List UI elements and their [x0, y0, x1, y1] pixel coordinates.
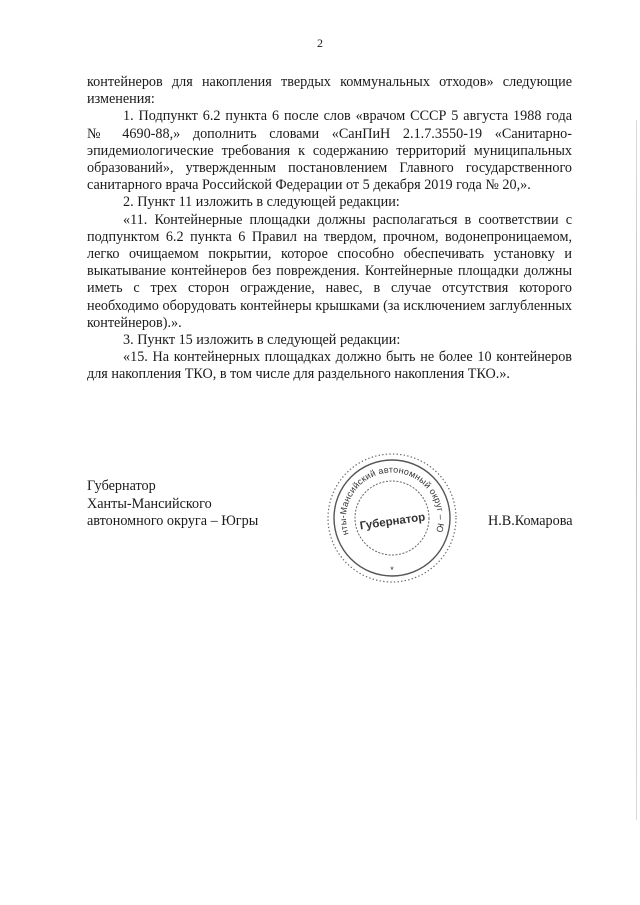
paragraph-item-15-text: «15. На контейнерных площадках должно быть не более 10 контейнеров для накопления ТКО, в том числе для раздельного накопления ТКО.».: [87, 349, 572, 383]
paragraph-item-2-heading: 2. Пункт 11 изложить в следующей редакции:: [123, 194, 400, 211]
signature-title-line2: Ханты-Мансийского: [87, 495, 212, 512]
official-seal: [322, 448, 462, 588]
signature-title-line1: Губернатор: [87, 478, 156, 494]
seal-outer-text: нты-Мансийский автономный округ – Ю: [337, 464, 447, 537]
paragraph-item-11-text: «11. Контейнерные площадки должны располагаться в соответствии с подпунктом 6.2 пункта 6 Правил на твердом, прочном, водонепроницаемом, легко очищаемом покрытии, которое способно обеспечивать установку и выкатывание контейнеров без повреждения. Контейнерные площадки должны иметь с трех сторон ограждение, навес, в случае отсутствия которого необходимо оборудовать контейнеры крышками (за исключением заглубленных контейнеров).».: [87, 211, 572, 331]
document-body: [87, 74, 572, 384]
page-number: 2: [317, 36, 323, 50]
signature-title-line3: автономного округа – Югры: [87, 513, 259, 530]
seal-star-mark: *: [390, 565, 394, 575]
signature-block: [87, 478, 258, 531]
paragraph-item-1: 1. Подпункт 6.2 пункта 6 после слов «врачом СССР 5 августа 1988 года № 4690-88,» дополнить словами «СанПиН 2.1.7.3550-19 «Санитарно-эпидемиологические требования к содержанию территорий муниципальных образований», утвержденным постановлением Главного государственного санитарного врача Российской Федерации от 5 декабря 2019 года № 20,».: [87, 108, 572, 194]
paragraph-item-3-heading: 3. Пункт 15 изложить в следующей редакции:: [123, 332, 401, 349]
scan-edge-line: [636, 120, 637, 820]
seal-center-text: Губернатор: [359, 511, 427, 533]
paragraph-intro-continuation: контейнеров для накопления твердых коммунальных отходов» следующие изменения:: [87, 74, 572, 108]
seal-graphic: [322, 448, 462, 588]
signer-name: Н.В.Комарова: [488, 513, 573, 529]
